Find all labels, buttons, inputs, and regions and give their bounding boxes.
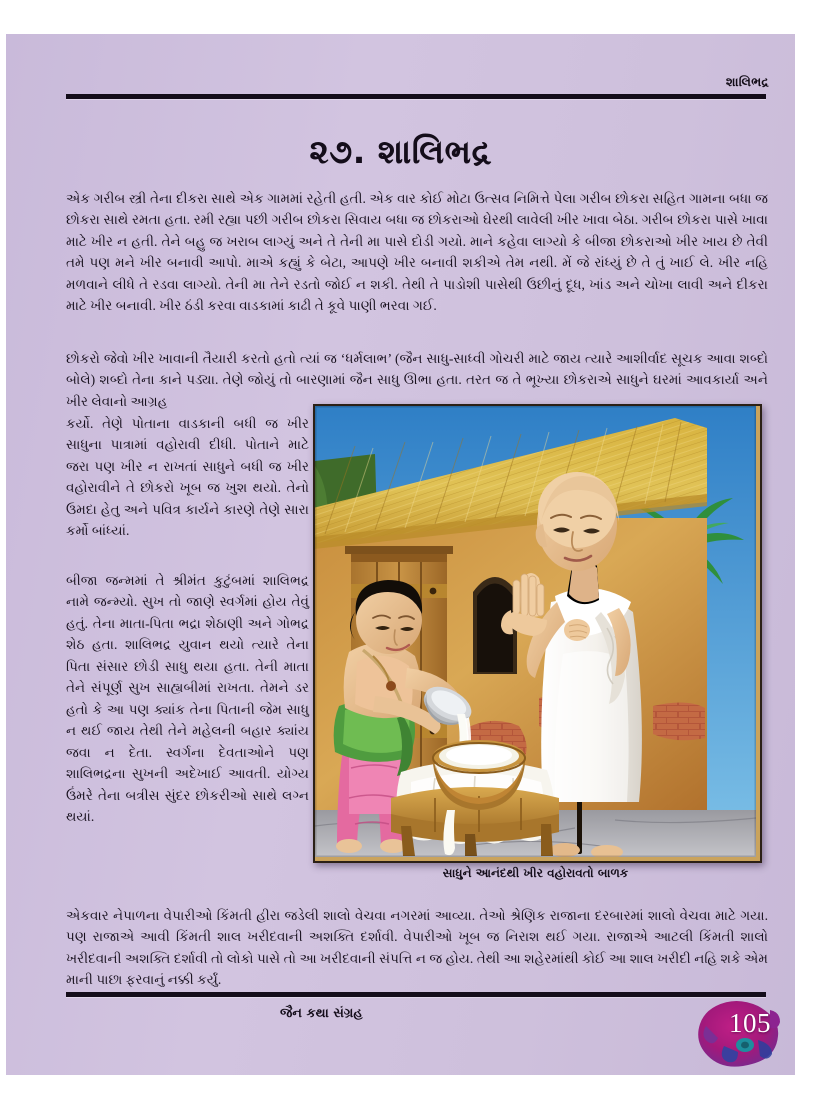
paragraph-4: બીજા જન્મમાં તે શ્રીમંત કુટુંબમાં શાલિભદ્ર નામે જન્મ્યો. સુખ તો જાણે સ્વર્ગમાં હોય તેવું હતું. તેના માતા-પિતા ભદ્રા શેઠાણી અને ગોભદ્ર શેઠ હતા. શાલિભદ્ર યુવાન થયો ત્યારે તેના પિતા સંસાર છોડી સાધુ થયા હતા. તેની માતા તેને સંપૂર્ણ સુખ સાહ્યબીમાં રાખતા. તેમને ડર હતો કે આ પણ ક્યાંક તેના પિતાની જેમ સાધુ ન થઈ જાય તેથી તેને મહેલની બહાર ક્યાંય જવા ન દેતા. સ્વર્ગના દેવતાઓને પણ શાલિભદ્રના સુખની અદેખાઈ આવતી. યોગ્ય ઉંમરે તેના બત્રીસ સુંદર છોકરીઓ સાથે લગ્ન થયાં.	[66, 572, 309, 825]
page-title: ૨૭. શાલિભદ્ર	[309, 132, 492, 172]
paragraph-1: એક ગરીબ સ્ત્રી તેના દીકરા સાથે એક ગામમાં રહેતી હતી. એક વાર કોઈ મોટા ઉત્સવ નિમિત્તે પેલા ગરીબ છોકરા સહિત ગામના બધા જ છોકરા સાથે રમતા હતા. રમી રહ્યા પછી ગરીબ છોકરા સિવાય બધા જ છોકરાઓ ઘેરથી લાવેલી ખીર ખાવા બેઠા. ગરીબ છોકરા પાસે ખાવા માટે ખીર ન હતી. તેને બહુ જ ખરાબ લાગ્યું અને તે તેની મા પાસે દોડી ગયો. માને કહેવા લાગ્યો કે બીજા છોકરાઓ ખીર ખાય છે તેવી તમે પણ મને ખીર બનાવી આપો. માએ કહ્યું કે બેટા, આપણે ખીર બનાવી શકીએ તેમ નથી. મેં જે રાંધ્યું છે તે તું ખાઈ લે. ખીર નહિ મળવાને લીધે તે રડવા લાગ્યો. તેની મા તેને રડતો જોઈ ન શકી. તેથી તે પાડોશી પાસેથી ઉછીનું દૂધ, ખાંડ અને ચોખા લાવી અને દીકરા માટે ખીર બનાવી. ખીર ઠંડી કરવા વાડકામાં કાઢી તે કૂવે પાણી ભરવા ગઈ.	[66, 190, 768, 314]
illustration-artwork	[315, 406, 756, 857]
paragraph-5: એકવાર નેપાળના વેપારીઓ કિંમતી હીરા જડેલી શાલો વેચવા નગરમાં આવ્યા. તેઓ શ્રેણિક રાજાના દરબારમાં શાલો વેચવા માટે ગયા. પણ રાજાએ આવી કિંમતી શાલ ખરીદવાની અશક્તિ દર્શાવી. વેપારીઓ ખૂબ જ નિરાશ થઈ ગયા. રાજાએ આટલી કિંમતી શાલો ખરીદવાની અશક્તિ દર્શાવી તો લોકો પાસે તો આ ખરીદવાની સંપત્તિ ન જ હોય. તેથી આ શહેરમાંથી કોઈ આ શાલ ખરીદી નહિ શકે એમ માની પાછા ફરવાનું નક્કી કર્યું.	[66, 907, 768, 988]
illustration-caption: સાધુને આનંદથી ખીર વહોરાવતો બાળક	[442, 866, 629, 880]
page-sheet	[6, 34, 795, 1075]
illustration-figure	[313, 404, 762, 863]
page-number-badge	[698, 996, 784, 1068]
illustration-canvas	[315, 406, 760, 861]
footer-rule	[66, 992, 766, 997]
paragraph-2: છોકરો જેવો ખીર ખાવાની તૈયારી કરતો હતો ત્યાં જ ‘ધર્મલાભ’ (જૈન સાધુ-સાધ્વી ગોચરી માટે જાય ત્યારે આશીર્વાદ સૂચક આવા શબ્દો બોલે) શબ્દો તેના કાને પડ્યા. તેણે જોયું તો બારણામાં જૈન સાધુ ઊભા હતા. તરત જ તે ભૂખ્યા છોકરાએ સાધુને ઘરમાં આવકાર્યા અને ખીર લેવાનો આગ્રહ	[66, 350, 768, 409]
running-head: શાલિભદ્ર	[725, 74, 769, 89]
header-rule	[66, 94, 766, 99]
paragraph-3: કર્યો. તેણે પોતાના વાડકાની બધી જ ખીર સાધુના પાત્રામાં વહોરાવી દીધી. પોતાને માટે જરા પણ ખીર ન રાખતાં સાધુને બધી જ ખીર વહોરાવીને તે છોકરો ખૂબ જ ખુશ થયો. તેનો ઉમદા હેતુ અને પવિત્ર કાર્યને કારણે તેણે સારા કર્મો બાંધ્યાં.	[66, 415, 309, 539]
footer-book-title: જૈન કથા સંગ્રહ	[280, 1006, 363, 1021]
page-number: 105	[729, 1008, 771, 1038]
